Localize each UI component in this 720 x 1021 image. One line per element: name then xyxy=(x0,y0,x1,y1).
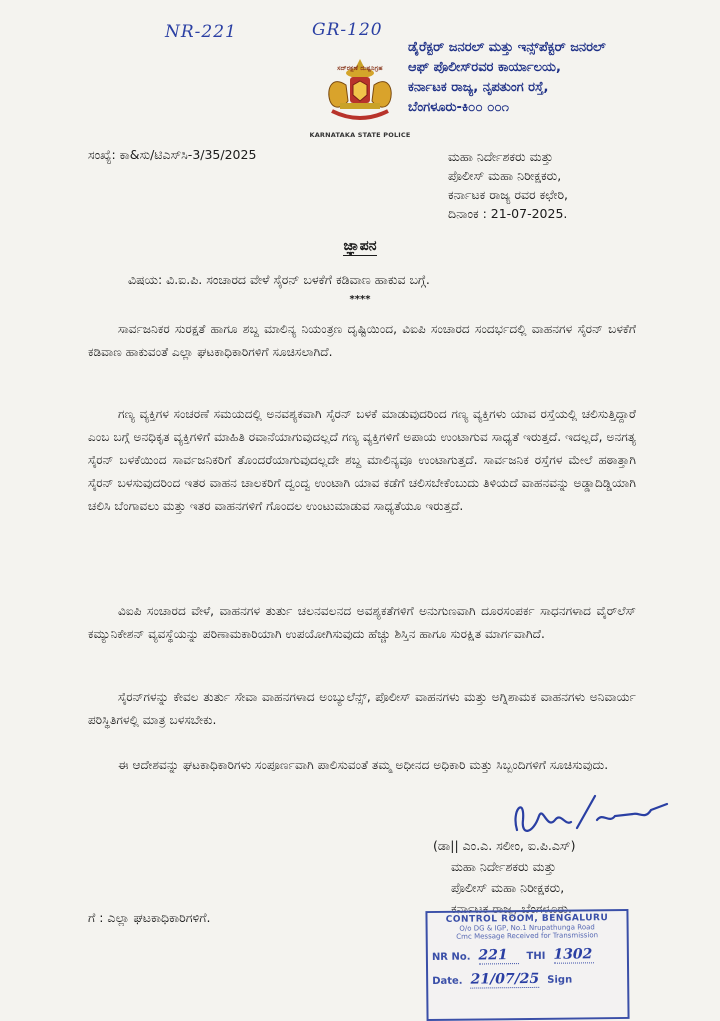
from-line: ಪೊಲೀಸ್ ಮಹಾ ನಿರೀಕ್ಷಕರು, xyxy=(448,168,562,183)
body-paragraph-5: ಈ ಆದೇಶವನ್ನು ಘಟಕಾಧಿಕಾರಿಗಳು ಸಂಪೂರ್ಣವಾಗಿ ಪಾಲಿಸುವಂತೆ ತಮ್ಮ ಅಧೀನದ ಅಧಿಕಾರಿ ಮತ್ತು ಸಿಬ್ಬಂದಿಗಳಿಗೆ ಸೂಚಿಸುವುದು. xyxy=(118,758,609,772)
from-line: ಮಹಾ ನಿರ್ದೇಶಕರು ಮತ್ತು xyxy=(448,149,554,164)
org-line: ಡೈರೆಕ್ಟರ್ ಜನರಲ್ ಮತ್ತು ಇನ್ಸ್‌ಪೆಕ್ಟರ್ ಜನರಲ್ xyxy=(408,40,606,55)
handwritten-gr-ref: GR-120 xyxy=(312,20,383,40)
stamp-nr-row xyxy=(432,946,623,965)
stamp-nr-label: NR No. xyxy=(431,951,471,964)
from-block xyxy=(448,147,708,223)
signatory-title: ಕರ್ನಾಟಕ ರಾಜ್ಯ, ಬೆಂಗಳೂರು. xyxy=(451,901,572,916)
title-text: ಜ್ಞಾಪನ xyxy=(343,238,377,254)
stamp-thi-value: 1302 xyxy=(553,946,593,963)
reference-number: ಸಂಖ್ಯೆ: ಕಾ&ಸು/ಟಿಎಸ್‌ಸಿ-3/35/2025 xyxy=(88,147,257,162)
body-paragraph-2: ಗಣ್ಯ ವ್ಯಕ್ತಿಗಳ ಸಂಚರಣೆ ಸಮಯದಲ್ಲಿ ಅನವಶ್ಯಕವಾಗಿ ಸೈರನ್ ಬಳಕೆ ಮಾಡುವುದರಿಂದ ಗಣ್ಯ ವ್ಯಕ್ತಿಗಳು ಯಾವ ರಸ್ತೆಯಲ್ಲಿ ಚಲಿಸುತ್ತಿದ್ದಾರೆ ಎಂಬ ಬಗ್ಗೆ ಅನಧಿಕೃತ ವ್ಯಕ್ತಿಗಳಿಗೆ ಮಾಹಿತಿ ರವಾನೆಯಾಗುವುದಲ್ಲದೆ ಗಣ್ಯ ವ್ಯಕ್ತಿಗಳಿಗೆ ಅಪಾಯ ಉಂಟಾಗುವ ಸಾಧ್ಯತೆ ಇರುತ್ತದೆ. ಇದಲ್ಲದೆ, ಅನಗತ್ಯ ಸೈರನ್ ಬಳಕೆಯಿಂದ ಸಾರ್ವಜನಿಕರಿಗೆ ತೊಂದರೆಯಾಗುವುದಲ್ಲದೇ ಶಬ್ದ ಮಾಲಿನ್ಯವೂ ಉಂಟಾಗುತ್ತದೆ. ಸಾರ್ವಜನಿಕ ರಸ್ತೆಗಳ ಮೇಲೆ ಹಠಾತ್ತಾಗಿ ಸೈರನ್ ಬಳಸುವುದರಿಂದ ಇತರ ವಾಹನ ಚಾಲಕರಿಗೆ ದ್ವಂದ್ವ ಉಂಟಾಗಿ ಯಾವ ಕಡೆಗೆ ಚಲಿಸಬೇಕೆಂಬುದು ತಿಳಿಯದೆ ವಾಹನವನ್ನು ಅಡ್ಡಾದಿಡ್ಡಿಯಾಗಿ ಚಲಿಸಿ ಬೆಂಗಾವಲು ಮತ್ತು ಇತರ ವಾಹನಗಳಿಗೆ ಗೊಂದಲ ಉಂಟುಮಾಡುವ ಸಾಧ್ಯತೆಯೂ ಇರುತ್ತದೆ. xyxy=(88,407,636,513)
organization-header xyxy=(408,38,698,118)
org-line: ಬೆಂಗಳೂರು-ಕಿ೦೦ ೦೦೧ xyxy=(408,100,509,115)
body-paragraph-4: ಸೈರನ್‌ಗಳನ್ನು ಕೇವಲ ತುರ್ತು ಸೇವಾ ವಾಹನಗಳಾದ ಅಂಬ್ಯುಲೆನ್ಸ್, ಪೊಲೀಸ್ ವಾಹನಗಳು ಮತ್ತು ಅಗ್ನಿಶಾಮಕ ವಾಹನಗಳು ಅನಿವಾರ್ಯ ಪರಿಸ್ಥಿತಿಗಳಲ್ಲಿ ಮಾತ್ರ ಬಳಸಬೇಕು. xyxy=(88,690,636,727)
stamp-thi-label: THI xyxy=(526,950,546,963)
control-room-stamp xyxy=(425,909,629,1021)
signatory-name: (ಡಾ|| ಎಂ.ಎ. ಸಲೀಂ, ಐ.ಪಿ.ಎಸ್) xyxy=(433,838,576,853)
emblem-caption: KARNATAKA STATE POLICE xyxy=(309,131,411,139)
stamp-date-label: Date. xyxy=(432,975,463,987)
stamp-line: CONTROL ROOM, BENGALURU xyxy=(445,913,609,925)
stamp-date-row xyxy=(432,970,623,989)
copy-to: ಗೆ : ಎಲ್ಲಾ ಘಟಕಾಧಿಕಾರಿಗಳಿಗೆ. xyxy=(88,910,211,925)
police-emblem xyxy=(300,55,420,139)
signatory-block xyxy=(433,835,703,919)
stamp-nr-value: 221 xyxy=(478,947,518,964)
signatory-title: ಮಹಾ ನಿರ್ದೇಶಕರು ಮತ್ತು xyxy=(451,859,557,874)
org-line: ಆಫ್ ಪೊಲೀಸ್‌ರವರ ಕಾರ್ಯಾಲಯ, xyxy=(408,60,561,75)
stamp-line: Cmc Message Received for Transmission xyxy=(456,931,599,941)
subject-line: ವಿಷಯ: ವಿ.ಐ.ಪಿ. ಸಂಚಾರದ ವೇಳೆ ಸೈರನ್ ಬಳಕೆಗೆ ಕಡಿವಾಣ ಹಾಕುವ ಬಗ್ಗೆ. xyxy=(128,272,430,287)
stamp-line: O/o DG & IGP, No.1 Nrupathunga Road xyxy=(459,923,595,933)
stamp-date-value: 21/07/25 xyxy=(470,970,540,988)
document-date: ದಿನಾಂಕ : 21-07-2025. xyxy=(448,206,568,221)
handwritten-nr-ref: NR-221 xyxy=(165,22,237,42)
emblem-motto: ಸದ್‌ರಕ್ಷಣೆ ದುಷ್ಟನಿಗ್ರಹ xyxy=(337,65,383,72)
separator: **** xyxy=(349,294,371,305)
document-title xyxy=(0,238,720,254)
stamp-sign-label: Sign xyxy=(547,974,573,986)
signatory-title: ಪೊಲೀಸ್ ಮಹಾ ನಿರೀಕ್ಷಕರು, xyxy=(451,880,565,895)
from-line: ಕರ್ನಾಟಕ ರಾಜ್ಯ ರವರ ಕಛೇರಿ, xyxy=(448,187,569,202)
body-paragraph-1: ಸಾರ್ವಜನಿಕರ ಸುರಕ್ಷತೆ ಹಾಗೂ ಶಬ್ದ ಮಾಲಿನ್ಯ ನಿಯಂತ್ರಣ ದೃಷ್ಟಿಯಿಂದ, ವಿಐಪಿ ಸಂಚಾರದ ಸಂದರ್ಭದಲ್ಲಿ ವಾಹನಗಳ ಸೈರನ್ ಬಳಕೆಗೆ ಕಡಿವಾಣ ಹಾಕುವಂತೆ ಎಲ್ಲಾ ಘಟಕಾಧಿಕಾರಿಗಳಿಗೆ ಸೂಚಿಸಲಾಗಿದೆ. xyxy=(88,322,636,359)
body-paragraph-3: ವಿಐಪಿ ಸಂಚಾರದ ವೇಳೆ, ವಾಹನಗಳ ತುರ್ತು ಚಲನವಲನದ ಅವಶ್ಯಕತೆಗಳಿಗೆ ಅನುಗುಣವಾಗಿ ದೂರಸಂಪರ್ಕ ಸಾಧನಗಳಾದ ವೈರ್‌ಲೆಸ್ ಕಮ್ಯುನಿಕೇಶನ್ ವ್ಯವಸ್ಥೆಯನ್ನು ಪರಿಣಾಮಕಾರಿಯಾಗಿ ಉಪಯೋಗಿಸುವುದು ಹೆಚ್ಚು ಶಿಸ್ತಿನ ಹಾಗೂ ಸುರಕ್ಷಿತ ಮಾರ್ಗವಾಗಿದೆ. xyxy=(88,604,636,641)
org-line: ಕರ್ನಾಟಕ ರಾಜ್ಯ, ನೃಪತುಂಗ ರಸ್ತೆ, xyxy=(408,80,549,95)
